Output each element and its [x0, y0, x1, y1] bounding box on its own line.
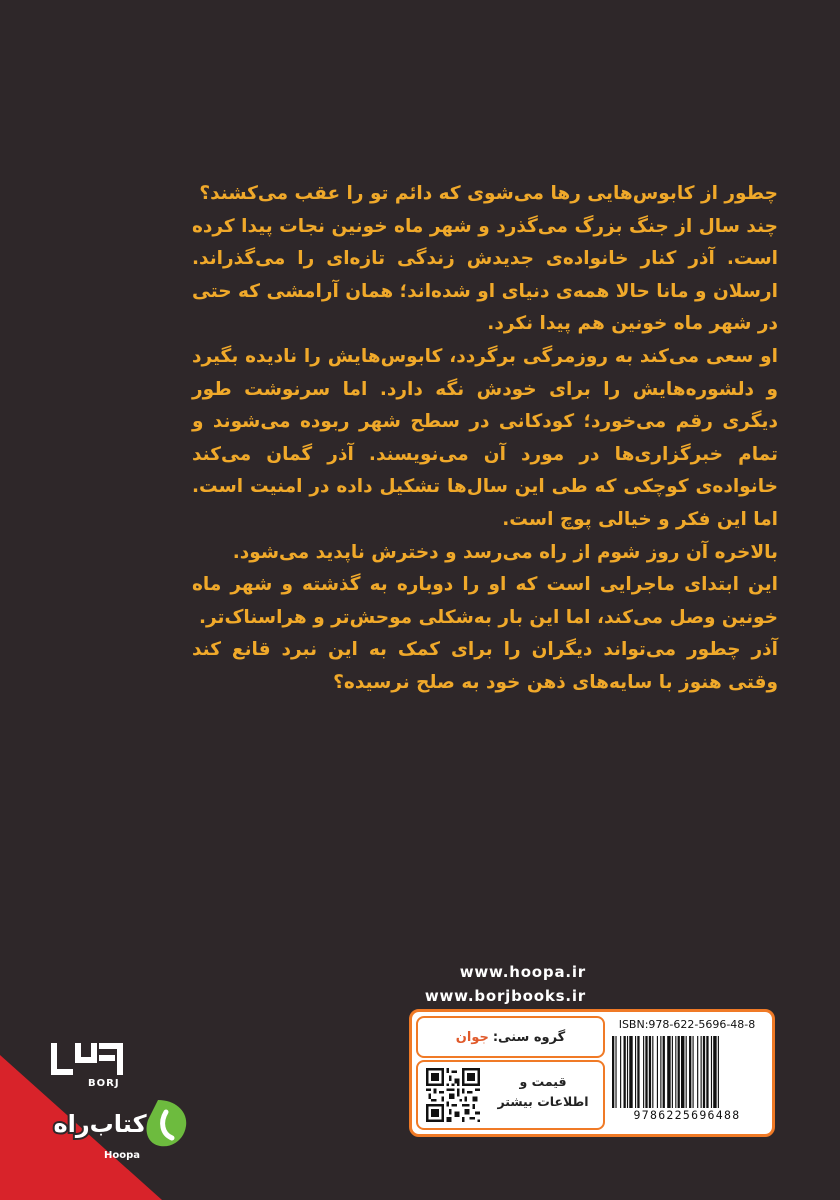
hoopa-logo-text: کتاب‌راه	[53, 1110, 147, 1138]
age-group-label: گروه سنی:	[492, 1029, 566, 1045]
barcode-bar	[697, 1036, 698, 1108]
barcode-box	[608, 1016, 766, 1126]
barcode-bar	[620, 1036, 621, 1108]
hoopa-logo-icon	[40, 1094, 190, 1152]
blurb-paragraph: این ابتدای ماجرایی است که او را دوباره به گذشته و شهر ماه خونین وصل می‌کند، اما این بار به‌شکلی موحش‌تر و هراسناک‌تر.	[192, 574, 778, 628]
barcode-bar	[718, 1036, 719, 1108]
hoopa-url[interactable]: www.hoopa.ir	[459, 963, 586, 981]
barcode-bar	[706, 1036, 708, 1108]
barcode-bar	[701, 1036, 702, 1108]
isbn-text: ISBN:978-622-5696-48-8	[618, 1018, 756, 1031]
barcode-bar	[645, 1036, 647, 1108]
barcode-bar	[612, 1036, 614, 1108]
barcode-bar	[689, 1036, 691, 1108]
barcode-bar	[678, 1036, 680, 1108]
barcode-bar	[663, 1036, 665, 1108]
barcode-bar	[711, 1036, 712, 1108]
qr-box	[416, 1060, 605, 1130]
barcode-bar	[635, 1036, 636, 1108]
age-group-value: جوان	[455, 1029, 489, 1045]
qr-label	[493, 1072, 593, 1112]
blurb-paragraph: آذر چطور می‌تواند دیگران را برای کمک به این نبرد قانع کند وقتی هنوز با سایه‌های ذهن خود به صلح نرسیده؟	[192, 639, 778, 693]
barcode-bar	[615, 1036, 616, 1108]
barcode-bar	[657, 1036, 658, 1108]
blurb-paragraph: بالاخره آن روز شوم از راه می‌رسد و دخترش ناپدید می‌شود.	[232, 541, 778, 563]
qr-label-line1: قیمت و	[519, 1074, 567, 1089]
barcode-bar	[643, 1036, 644, 1108]
borj-logo-icon	[48, 1042, 126, 1078]
barcode-bar	[667, 1036, 670, 1108]
age-group-box	[416, 1016, 605, 1058]
publisher-urls	[400, 960, 586, 1008]
borj-caption: BORJ	[88, 1078, 120, 1089]
barcode-bar	[703, 1036, 705, 1108]
barcode-bar	[686, 1036, 687, 1108]
barcode-bar	[624, 1036, 626, 1108]
info-panel	[409, 1009, 775, 1137]
barcode-bar	[693, 1036, 694, 1108]
blurb-paragraph: او سعی می‌کند به روزمرگی برگردد، کابوس‌هایش را نادیده بگیرد و دلشوره‌هایش را برای خودش نگه دارد. اما سرنوشت طور دیگری رقم می‌خورد؛ کودکانی در سطح شهر ربوده می‌شوند و تمام خبرگزاری‌ها در مورد آن می‌نویسند. آذر گمان می‌کند خانواده‌ی کوچکی که طی این سال‌ها تشکیل داده در امنیت است. اما این فکر و خیالی پوچ است.	[192, 345, 778, 530]
barcode-bar	[681, 1036, 684, 1108]
blurb-paragraph: چطور از کابوس‌هایی رها می‌شوی که دائم تو را عقب می‌کشند؟	[199, 183, 778, 204]
back-cover-blurb	[192, 178, 778, 700]
barcode-bar	[627, 1036, 628, 1108]
barcode-bar	[660, 1036, 661, 1108]
barcode-icon	[610, 1036, 764, 1108]
hoopa-caption: Hoopa	[104, 1150, 141, 1161]
barcode-bar	[637, 1036, 639, 1108]
barcode-bar	[652, 1036, 653, 1108]
borj-url[interactable]: www.borjbooks.ir	[424, 987, 586, 1005]
barcode-bar	[649, 1036, 651, 1108]
qr-label-line2: اطلاعات بیشتر	[497, 1094, 589, 1109]
barcode-bar	[675, 1036, 676, 1108]
barcode-digits: 9786225696488	[633, 1108, 741, 1122]
blurb-paragraph: چند سال از جنگ بزرگ می‌گذرد و شهر ماه خونین نجات پیدا کرده است. آذر کنار خانواده‌ی جدیدش زندگی تازه‌ای را می‌گذراند. ارسلان و مانا حالا همه‌ی دنیای او شده‌اند؛ همان آرامشی که حتی در شهر ماه خونین هم پیدا نکرد.	[192, 215, 778, 335]
barcode-bar	[629, 1036, 632, 1108]
barcode-bar	[713, 1036, 716, 1108]
barcode-bar	[672, 1036, 673, 1108]
qr-code-icon[interactable]	[426, 1068, 480, 1122]
